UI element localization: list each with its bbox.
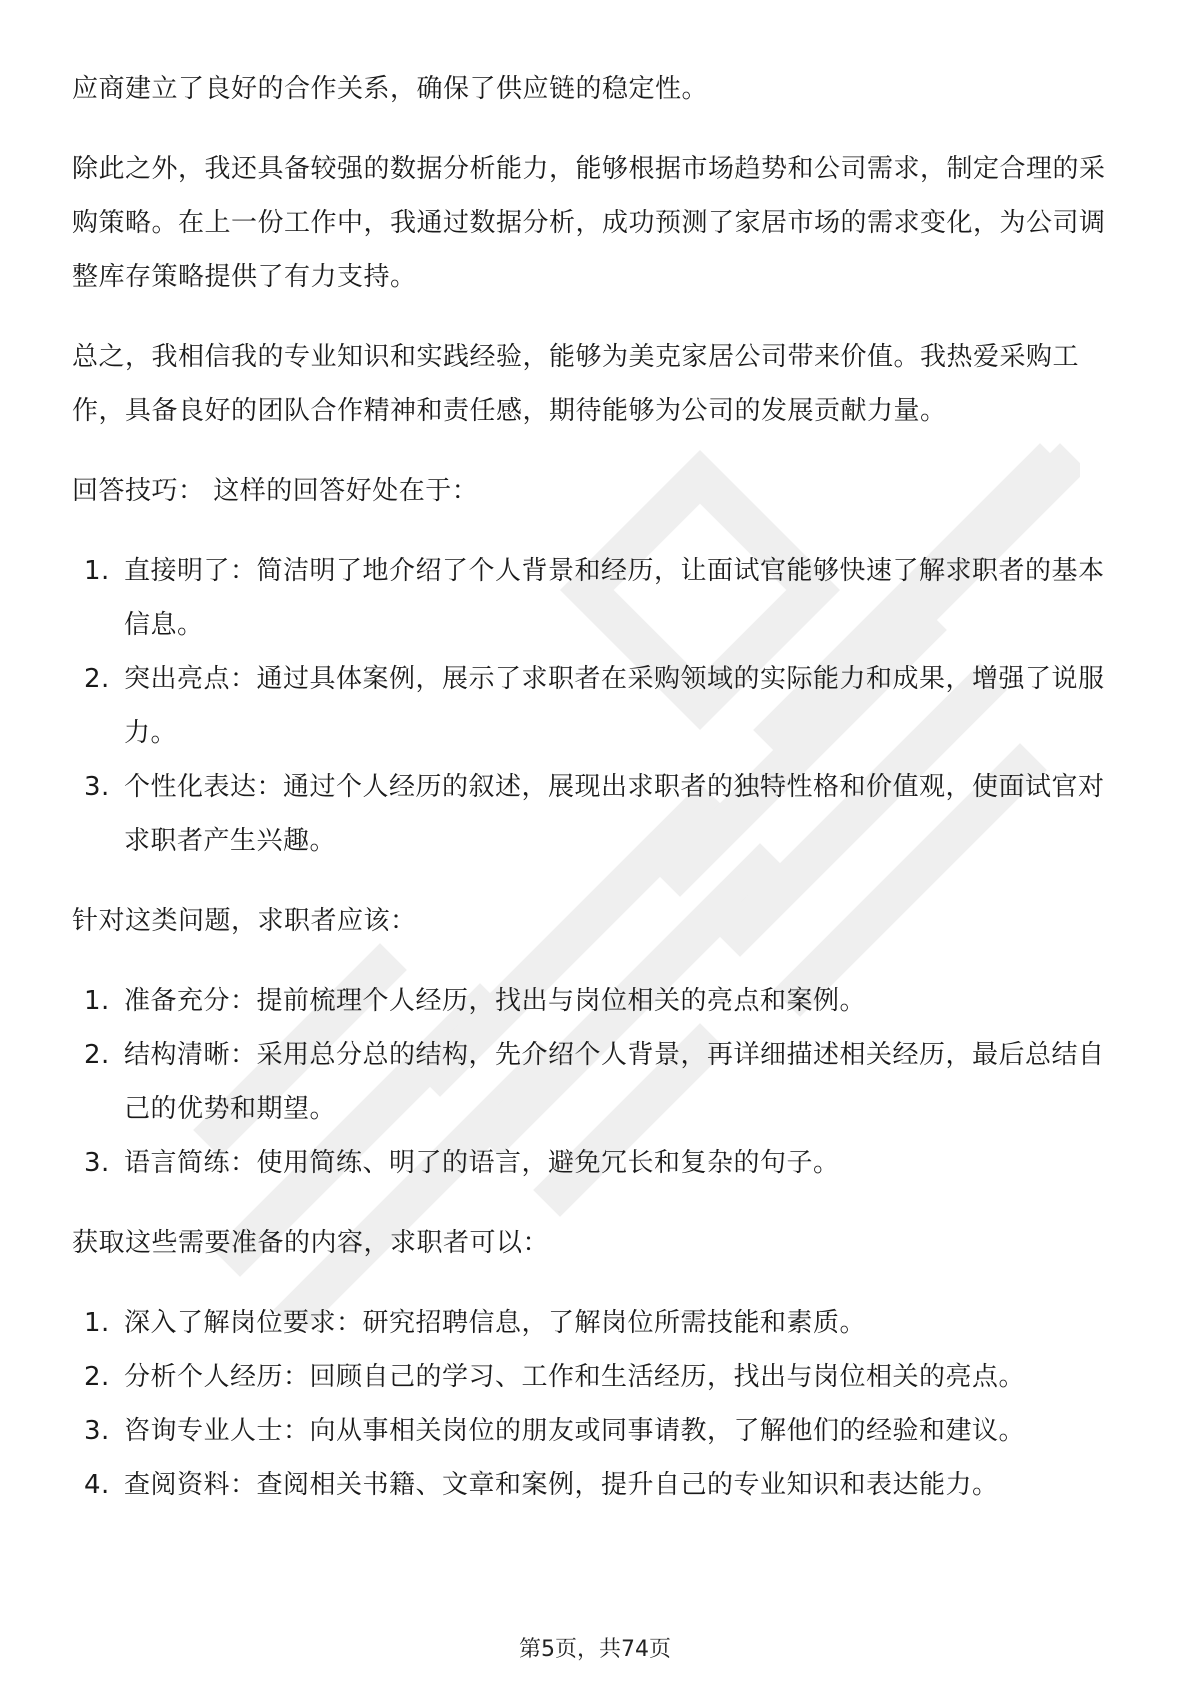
list-item: 2. 突出亮点：通过具体案例，展示了求职者在采购领域的实际能力和成果，增强了说服力。: [84, 664, 1105, 748]
list-item: 1. 准备充分：提前梳理个人经历，找出与岗位相关的亮点和案例。: [84, 986, 867, 1016]
list-item: 1. 直接明了：简洁明了地介绍了个人背景和经历，让面试官能够快速了解求职者的基本信息。: [84, 556, 1105, 640]
list-item: 1. 深入了解岗位要求：研究招聘信息，了解岗位所需技能和素质。: [84, 1308, 867, 1338]
paragraph: 除此之外，我还具备较强的数据分析能力，能够根据市场趋势和公司需求，制定合理的采购策略。在上一份工作中，我通过数据分析，成功预测了家居市场的需求变化，为公司调整库存策略提供了有力支持。: [72, 154, 1106, 292]
paragraph: 应商建立了良好的合作关系，确保了供应链的稳定性。: [72, 74, 709, 104]
tips-heading: 回答技巧： 这样的回答好处在于：: [72, 476, 479, 506]
tips-list: [72, 544, 1118, 868]
prepare-list: [72, 1296, 1118, 1512]
paragraph: 总之，我相信我的专业知识和实践经验，能够为美克家居公司带来价值。我热爱采购工作，具备良好的团队合作精神和责任感，期待能够为公司的发展贡献力量。: [72, 342, 1080, 426]
list-item: 2. 结构清晰：采用总分总的结构，先介绍个人背景，再详细描述相关经历，最后总结自己的优势和期望。: [84, 1040, 1105, 1124]
list-item: 2. 分析个人经历：回顾自己的学习、工作和生活经历，找出与岗位相关的亮点。: [84, 1362, 1026, 1392]
prepare-heading: 获取这些需要准备的内容，求职者可以：: [72, 1228, 550, 1258]
list-item: 4. 查阅资料：查阅相关书籍、文章和案例，提升自己的专业知识和表达能力。: [84, 1470, 999, 1500]
list-item: 3. 个性化表达：通过个人经历的叙述，展现出求职者的独特性格和价值观，使面试官对求职者产生兴趣。: [84, 772, 1105, 856]
document-body: [72, 62, 1118, 1538]
should-list: [72, 974, 1118, 1190]
list-item: 3. 语言简练：使用简练、明了的语言，避免冗长和复杂的句子。: [84, 1148, 840, 1178]
page-footer: 第5页，共74页: [519, 1637, 671, 1662]
should-heading: 针对这类问题，求职者应该：: [72, 906, 417, 936]
list-item: 3. 咨询专业人士：向从事相关岗位的朋友或同事请教，了解他们的经验和建议。: [84, 1416, 1026, 1446]
